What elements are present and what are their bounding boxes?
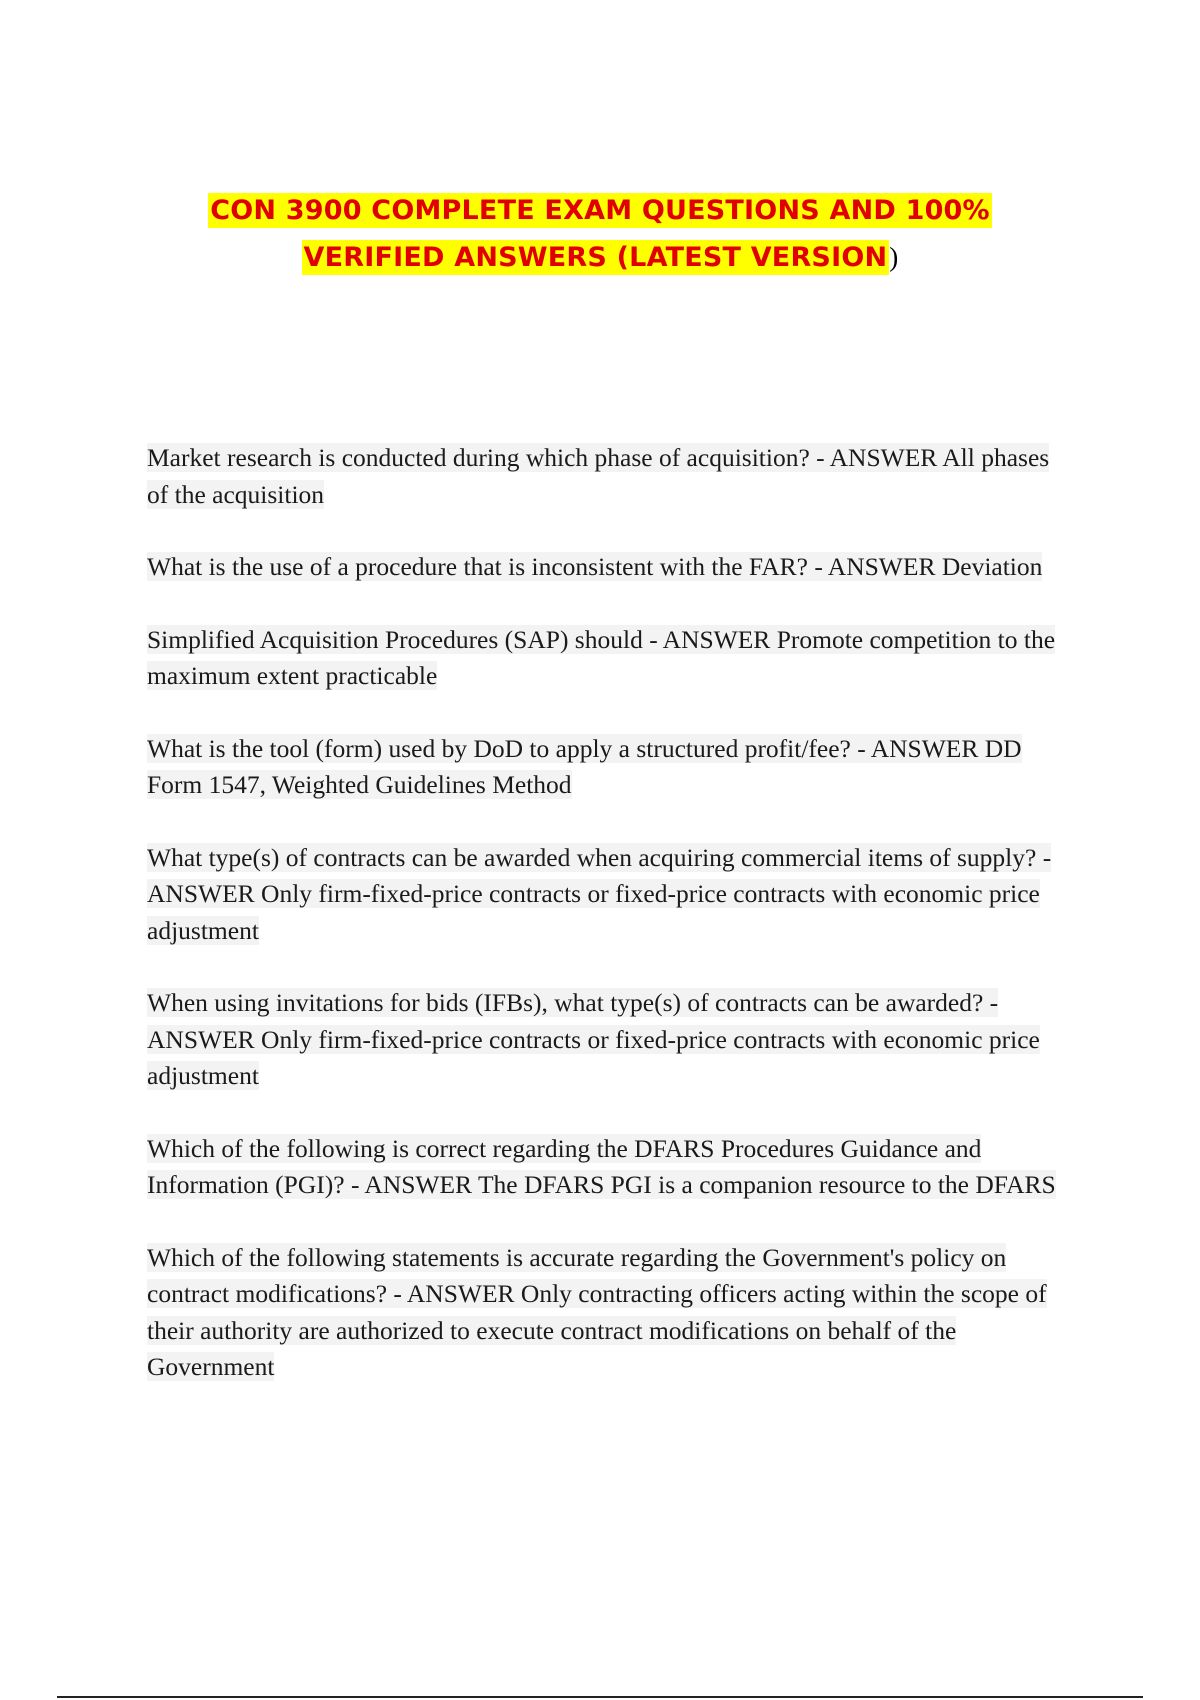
- qa-text: Which of the following is correct regarding the DFARS Procedures Guidance and Information (PGI)? - ANSWER The DFARS PGI is a companion resource to the DFARS: [147, 1133, 1056, 1199]
- qa-text: What is the use of a procedure that is inconsistent with the FAR? - ANSWER Deviation: [147, 552, 1043, 581]
- qa-item: [147, 549, 1062, 586]
- title-closing-paren: ): [889, 242, 899, 272]
- qa-text: Market research is conducted during which phase of acquisition? - ANSWER All phases of the acquisition: [147, 443, 1050, 509]
- title-highlight-1: CON 3900 COMPLETE EXAM QUESTIONS AND 100%: [210, 195, 990, 226]
- qa-item: [147, 731, 1062, 804]
- title-line-2: [0, 234, 1200, 281]
- qa-text: Which of the following statements is accurate regarding the Government's policy on contract modifications? - ANSWER Only contracting officers acting within the scope of their authority are authorized to execute contract modifications on behalf of the Government: [147, 1242, 1047, 1381]
- qa-item: [147, 440, 1062, 513]
- title-highlight-2: VERIFIED ANSWERS (LATEST VERSION: [303, 242, 888, 273]
- qa-item: [147, 1240, 1062, 1386]
- qa-item: [147, 1131, 1062, 1204]
- qa-item: [147, 622, 1062, 695]
- footer-rule: [57, 1696, 1143, 1698]
- qa-item: [147, 985, 1062, 1095]
- qa-text: What is the tool (form) used by DoD to apply a structured profit/fee? - ANSWER DD Form 1547, Weighted Guidelines Method: [147, 733, 1022, 799]
- qa-item: [147, 840, 1062, 950]
- qa-text: What type(s) of contracts can be awarded when acquiring commercial items of supply? - ANSWER Only firm-fixed-price contracts or fixed-price contracts with economic price adjustment: [147, 842, 1052, 945]
- document-title: [0, 188, 1200, 281]
- qa-text: Simplified Acquisition Procedures (SAP) should - ANSWER Promote competition to the maximum extent practicable: [147, 624, 1056, 690]
- qa-text: When using invitations for bids (IFBs), what type(s) of contracts can be awarded? - ANSWER Only firm-fixed-price contracts or fixed-price contracts with economic price adjustment: [147, 988, 1040, 1090]
- title-line-1: [0, 188, 1200, 234]
- question-answer-list: [147, 440, 1062, 1422]
